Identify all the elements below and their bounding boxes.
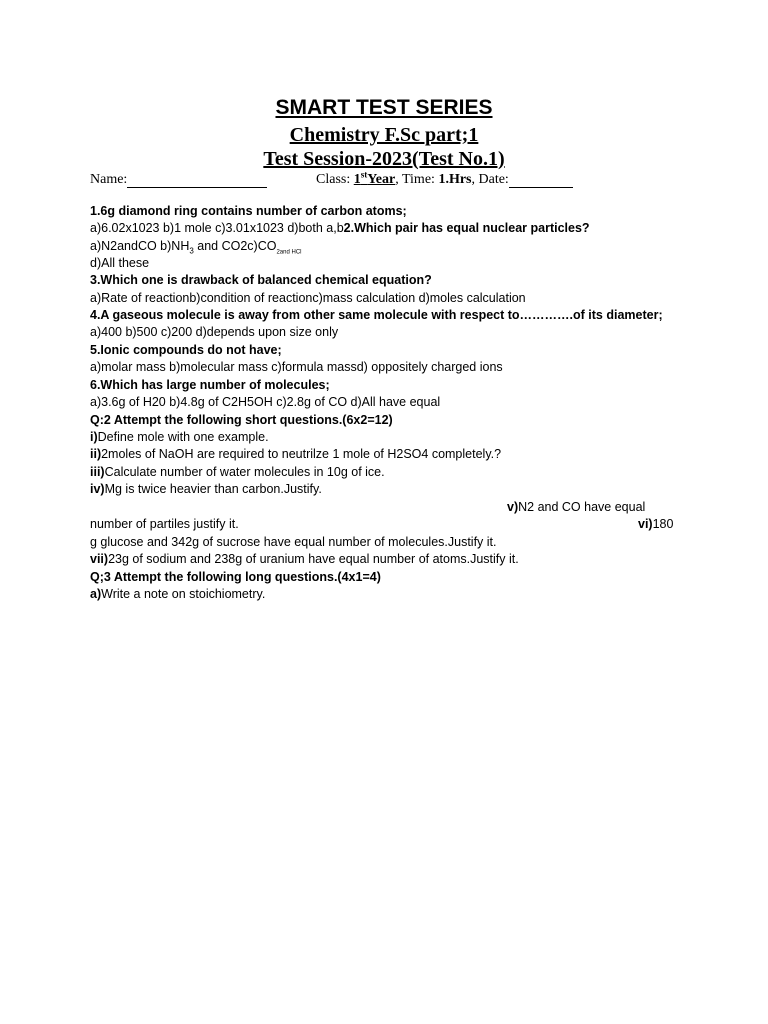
short-q-i: i)Define mole with one example.: [90, 430, 269, 444]
short-q-vi: vi)180: [638, 517, 674, 531]
subject-title: Chemistry F.Sc part;1: [289, 124, 479, 146]
name-field: [90, 172, 267, 188]
class-time-date: [316, 169, 573, 188]
short-q-vii: vii)23g of sodium and 238g of uranium have equal number of atoms.Justify it.: [90, 552, 519, 566]
session-title: Test Session-2023(Test No.1): [263, 148, 505, 170]
long-q-a: a)Write a note on stoichiometry.: [90, 587, 266, 601]
short-q-iii: iii)Calculate number of water molecules in 10g of ice.: [90, 465, 385, 479]
question-1-options: a)6.02x1023 b)1 mole c)3.01x1023 d)both a,b2.Which pair has equal nuclear particles?: [90, 221, 590, 235]
class-value: 1: [353, 172, 361, 187]
question-3-options: a)Rate of reactionb)condition of reactionc)mass calculation d)moles calculation: [90, 291, 526, 305]
short-q-iv: iv)Mg is twice heavier than carbon.Justify.: [90, 482, 322, 496]
short-questions-heading: Q:2 Attempt the following short questions.(6x2=12): [90, 413, 393, 427]
question-2-option-d: d)All these: [90, 256, 150, 270]
short-q-ii: ii)2moles of NaOH are required to neutrilze 1 mole of H2SO4 completely.?: [90, 447, 502, 461]
class-year: Year: [367, 172, 396, 187]
series-title: SMART TEST SERIES: [275, 96, 493, 119]
question-5-options: a)molar mass b)molecular mass c)formula massd) oppositely charged ions: [90, 360, 503, 374]
short-q-vi-continued: g glucose and 342g of sucrose have equal number of molecules.Justify it.: [90, 535, 497, 549]
question-6: 6.Which has large number of molecules;: [90, 378, 330, 392]
name-label: Name:: [90, 172, 128, 187]
name-underline: [127, 173, 267, 188]
question-4: 4.A gaseous molecule is away from other same molecule with respect to………….of its diameter;: [90, 308, 663, 322]
long-questions-heading: Q;3 Attempt the following long questions.(4x1=4): [90, 570, 381, 584]
date-label: , Date:: [471, 172, 509, 187]
time-label: , Time:: [395, 172, 439, 187]
question-6-options: a)3.6g of H20 b)4.8g of C2H5OH c)2.8g of CO d)All have equal: [90, 395, 441, 409]
question-5: 5.Ionic compounds do not have;: [90, 343, 282, 357]
time-value: 1.Hrs: [438, 172, 472, 187]
question-2-options: a)N2andCO $b)NH_3$ and $CO2c)CO_{2and HCl}$: [90, 239, 302, 256]
question-3: 3.Which one is drawback of balanced chemical equation?: [90, 273, 432, 287]
question-2: 2.Which pair has equal nuclear particles?: [343, 221, 590, 235]
class-label: Class:: [316, 172, 354, 187]
date-underline: [509, 173, 573, 188]
question-4-options: a)400 b)500 c)200 d)depends upon size only: [90, 325, 339, 339]
question-1: 1.6g diamond ring contains number of carbon atoms;: [90, 204, 407, 218]
short-q-v: v)N2 and CO have equal: [507, 500, 646, 514]
class-sup: st: [360, 169, 368, 180]
short-q-v-continued: number of partiles justify it.: [90, 517, 239, 531]
